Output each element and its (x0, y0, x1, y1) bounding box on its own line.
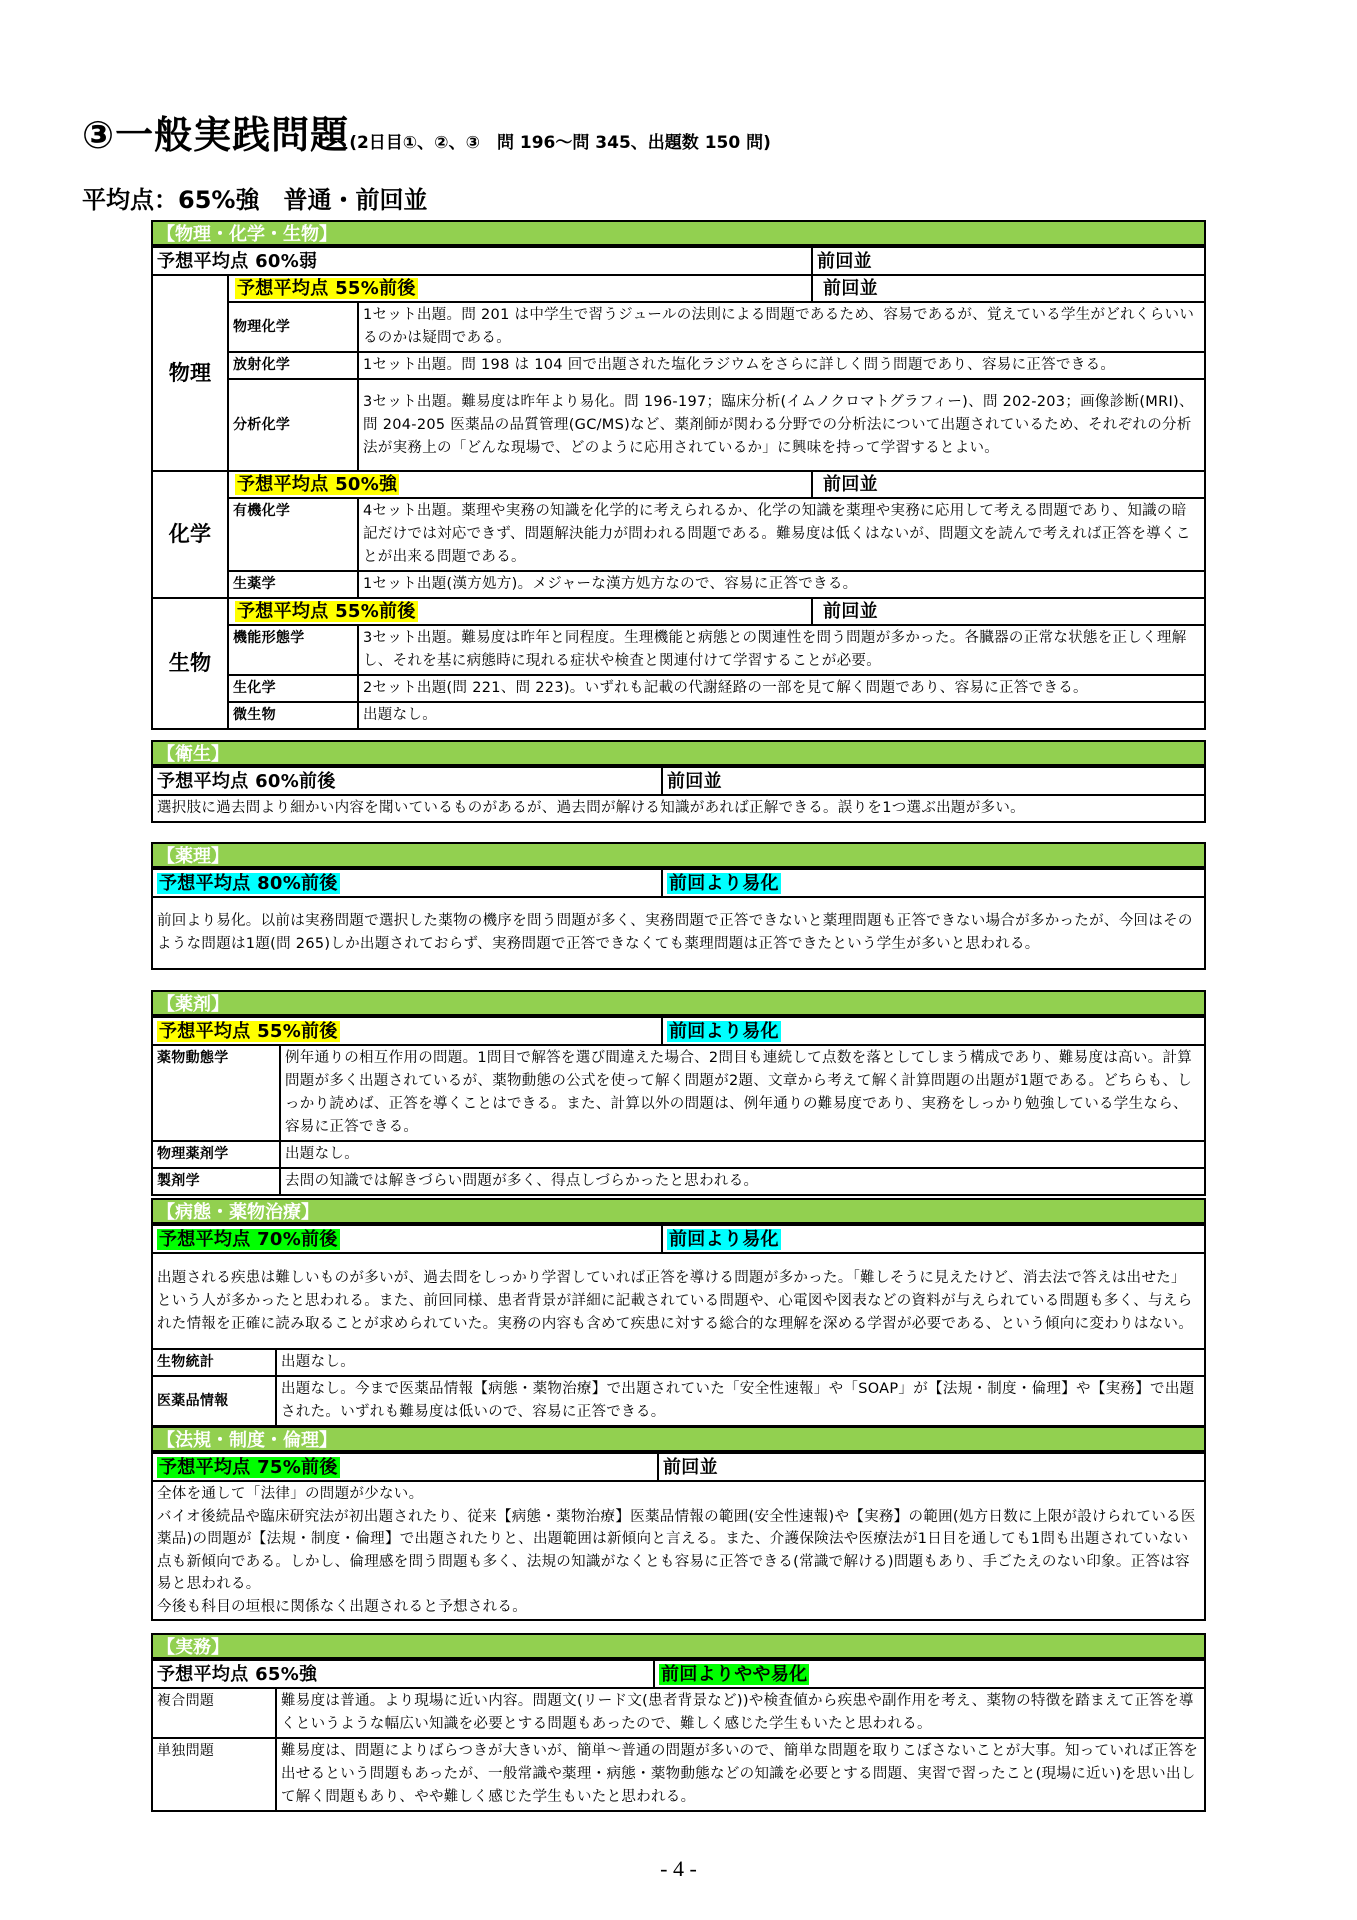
label-physical-chemistry: 物理化学 (228, 302, 358, 352)
pharmaceutics-compare: 前回より易化 (669, 1020, 779, 1042)
section-header: 【薬剤】 (151, 990, 1206, 1016)
text-radiochemistry: 1セット出題。問 198 は 104 回で出題された塩化ラジウムをさらに詳しく問う問題であり、容易に正答できる。 (358, 352, 1205, 379)
pathology-text: 出題される疾患は難しいものが多いが、過去問をしっかり学習していれば正答を導ける問題が多かった。「難しそうに見えたけど、消去法で答えは出せた」という人が多かったと思われる。また、前回同様、患者背景が詳細に記載されている問題や、心電図や図表などの資料が与えられている問題も多く、与えられた情報を正確に読み取ることが求められていた。実務の内容も含めて疾患に対する総合的な理解を深める学習が必要である、という傾向に変わりはない。 (152, 1253, 1205, 1349)
hygiene-average: 予想平均点 60%前後 (152, 767, 662, 795)
label-anatomy-physiology: 機能形態学 (228, 625, 358, 675)
title-sub: (2日目①、②、③ 問 196〜問 345、出題数 150 問) (349, 133, 771, 153)
pharmacology-compare: 前回より易化 (669, 872, 779, 894)
text-biostatistics: 出題なし。 (276, 1349, 1205, 1376)
biology-compare: 前回並 (812, 598, 1205, 625)
label-physical-pharmaceutics: 物理薬剤学 (152, 1141, 280, 1168)
physics-compare: 前回並 (812, 275, 1205, 302)
label-pharmacognosy: 生薬学 (228, 571, 358, 598)
law-text (152, 1481, 1205, 1620)
label-drug-information: 医薬品情報 (152, 1376, 276, 1426)
label-formulation: 製剤学 (152, 1168, 280, 1195)
text-combined-questions: 難易度は普通。より現場に近い内容。問題文(リード文(患者背景など))や検査値から疾患や副作用を考え、薬物の特徴を踏まえて正答を導くというような幅広い知識を必要とする問題もあったので、難しく感じた学生もいたと思われる。 (276, 1688, 1205, 1738)
label-biostatistics: 生物統計 (152, 1349, 276, 1376)
label-organic-chemistry: 有機化学 (228, 498, 358, 571)
practice-compare: 前回よりやや易化 (661, 1663, 808, 1685)
text-pharmacognosy: 1セット出題(漢方処方)。メジャーな漢方処方なので、容易に正答できる。 (358, 571, 1205, 598)
law-line: 全体を通して「法律」の問題が少ない。 (157, 1486, 424, 1502)
chemistry-average: 予想平均点 50%強 (237, 474, 398, 495)
page-title (82, 104, 771, 159)
chemistry-compare: 前回並 (812, 471, 1205, 498)
section-pharmaceutics (151, 990, 1206, 1196)
text-pharmacokinetics: 例年通りの相互作用の問題。1問目で解答を選び間違えた場合、2問目も連続して点数を落としてしまう構成であり、難易度は高い。計算問題が多く出題されているが、薬物動態の公式を使って解く問題が2題、文章から考えて解く計算問題の出題が1題である。どちらも、しっかり読めば、正答を導くことはできる。また、計算以外の問題は、例年通りの難易度であり、実務をしっかり勉強している学生なら、容易に正答できる。 (280, 1045, 1205, 1141)
label-radiochemistry: 放射化学 (228, 352, 358, 379)
law-line: バイオ後続品や臨床研究法が初出題されたり、従来【病態・薬物治療】医薬品情報の範囲(安全性速報)や【実務】の範囲(処方日数に上限が設けられている医薬品)の問題が【法規・制度・倫理】で出題されたりと、出題範囲は新傾向と言える。また、介護保険法や医療法が1日目を通しても1問も出題されていない点も新傾向である。しかし、倫理感を問う問題も多く、法規の知識がなくとも容易に正答できる(常識で解ける)問題もあり、手ごたえのない印象。正答は容易と思われる。 (157, 1508, 1196, 1592)
physics-average: 予想平均点 55%前後 (237, 278, 416, 299)
label-combined-questions: 複合問題 (152, 1688, 276, 1738)
law-average: 予想平均点 75%前後 (159, 1456, 338, 1478)
text-drug-information: 出題なし。今まで医薬品情報【病態・薬物治療】で出題されていた「安全性速報」や「SOAP」が【法規・制度・倫理】や【実務】で出題された。いずれも難易度は低いので、容易に正答できる。 (276, 1376, 1205, 1426)
pharmacology-text: 前回より易化。以前は実務問題で選択した薬物の機序を問う問題が多く、実務問題で正答できないと薬理問題も正答できない場合が多かったが、今回はそのような問題は1題(問 265)しか出題されておらず、実務問題で正答できなくても薬理問題は正答できたという学生が多いと思われる。 (152, 897, 1205, 969)
pharmacology-average: 予想平均点 80%前後 (159, 872, 338, 894)
label-biochemistry: 生化学 (228, 675, 358, 702)
subject-physics: 物理 (152, 275, 228, 471)
label-analytical-chemistry: 分析化学 (228, 379, 358, 471)
pharmaceutics-average: 予想平均点 55%前後 (159, 1020, 338, 1042)
section-header: 【病態・薬物治療】 (151, 1198, 1206, 1224)
text-formulation: 去問の知識では解きづらい問題が多く、得点しづらかったと思われる。 (280, 1168, 1205, 1195)
text-biochemistry: 2セット出題(問 221、問 223)。いずれも記載の代謝経路の一部を見て解く問題であり、容易に正答できる。 (358, 675, 1205, 702)
biology-average: 予想平均点 55%前後 (237, 601, 416, 622)
pc-table (151, 246, 1206, 730)
text-single-questions: 難易度は、問題によりばらつきが大きいが、簡単〜普通の問題が多いので、簡単な問題を取りこぼさないことが大事。知っていれば正答を出せるという問題もあったが、一般常識や薬理・病態・薬物動態などの知識を必要とする問題、実習で習ったこと(現場に近い)を思い出して解く問題もあり、やや難しく感じた学生もいたと思われる。 (276, 1738, 1205, 1811)
title-main: ③一般実践問題 (82, 113, 350, 157)
label-single-questions: 単独問題 (152, 1738, 276, 1811)
pc-compare: 前回並 (812, 247, 1205, 275)
subject-biology: 生物 (152, 598, 228, 729)
section-header: 【衛生】 (151, 740, 1206, 766)
page-number: - 4 - (660, 1856, 697, 1881)
section-practice (151, 1633, 1206, 1812)
label-pharmacokinetics: 薬物動態学 (152, 1045, 280, 1141)
pathology-compare: 前回より易化 (669, 1228, 779, 1250)
overall-average: 平均点：65%強 普通・前回並 (82, 186, 428, 214)
section-hygiene (151, 740, 1206, 823)
section-header: 【薬理】 (151, 842, 1206, 868)
pc-average: 予想平均点 60%弱 (152, 247, 812, 275)
text-analytical-chemistry: 3セット出題。難易度は昨年より易化。問 196-197；臨床分析(イムノクロマトグラフィー)、問 202-203；画像診断(MRI)、問 204-205 医薬品の品質管理(GC/MS)など、薬剤師が関わる分野での分析法について出題されているため、それぞれの分析法が実務上の「どんな現場で、どのように応用されているか」に興味を持って学習するとよい。 (358, 379, 1205, 471)
text-physical-pharmaceutics: 出題なし。 (280, 1141, 1205, 1168)
section-header: 【物理・化学・生物】 (151, 220, 1206, 246)
section-header: 【法規・制度・倫理】 (151, 1426, 1206, 1452)
pathology-average: 予想平均点 70%前後 (159, 1228, 338, 1250)
label-microbiology: 微生物 (228, 702, 358, 729)
text-organic-chemistry: 4セット出題。薬理や実務の知識を化学的に考えられるか、化学の知識を薬理や実務に応用して考える問題であり、知識の暗記だけでは対応できず、問題解決能力が問われる問題である。難易度は低くはないが、問題文を読んで考えれば正答を導くことが出来る問題である。 (358, 498, 1205, 571)
law-line: 今後も科目の垣根に関係なく出題されると予想される。 (157, 1598, 527, 1615)
section-pathology (151, 1198, 1206, 1427)
text-microbiology: 出題なし。 (358, 702, 1205, 729)
text-physical-chemistry: 1セット出題。問 201 は中学生で習うジュールの法則による問題であるため、容易であるが、覚えている学生がどれくらいいるのかは疑問である。 (358, 302, 1205, 352)
section-header: 【実務】 (151, 1633, 1206, 1659)
text-anatomy-physiology: 3セット出題。難易度は昨年と同程度。生理機能と病態との関連性を問う問題が多かった。各臓器の正常な状態を正しく理解し、それを基に病態時に現れる症状や検査と関連付けて学習することが必要。 (358, 625, 1205, 675)
subject-chemistry: 化学 (152, 471, 228, 598)
practice-average: 予想平均点 65%強 (152, 1660, 654, 1688)
section-physics-chemistry-biology (151, 220, 1206, 730)
law-compare: 前回並 (658, 1453, 1205, 1481)
section-law (151, 1426, 1206, 1621)
section-pharmacology (151, 842, 1206, 970)
hygiene-text: 選択肢に過去問より細かい内容を聞いているものがあるが、過去問が解ける知識があれば正解できる。誤りを1つ選ぶ出題が多い。 (152, 795, 1205, 822)
hygiene-compare: 前回並 (662, 767, 1205, 795)
